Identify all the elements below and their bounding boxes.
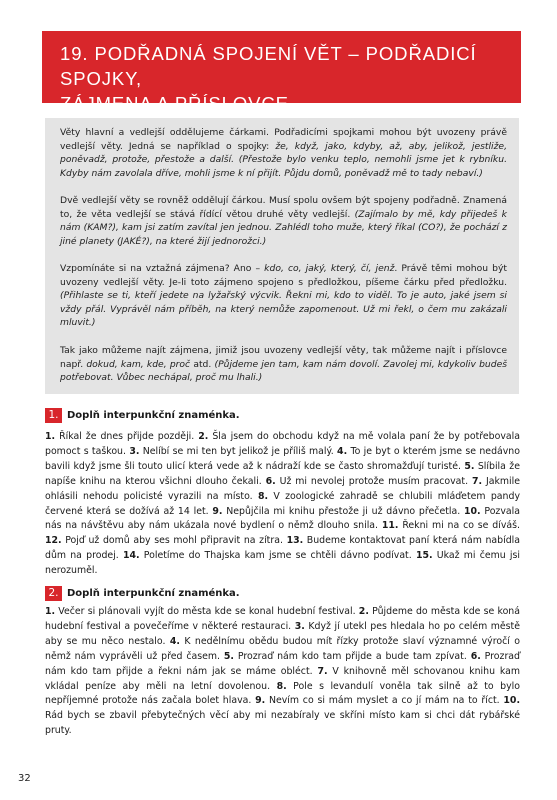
theory-paragraph-4: Tak jako můžeme najít zájmena, jimiž jsou uvozeny vedlejší věty, tak můžeme najít i příslovce např. dokud, kam, kde, proč atd. (Půjdeme jen tam, kam nám dovolí. Zavolej mi, kdykoliv budeš potřebovat. Vůbec nechápal, proč mu lhali.) <box>60 345 508 384</box>
sentence-number: 7. <box>471 475 483 487</box>
sentence-number: 3. <box>294 620 305 632</box>
sentence-text: Když jí utekl pes hledala ho po celém městě aby se mu něco nestalo. <box>45 620 521 647</box>
sentence-number: 13. <box>286 535 304 547</box>
sentence-number: 1. <box>45 606 56 617</box>
sentence-number: 4. <box>169 635 180 647</box>
sentence-number: 2. <box>358 606 369 617</box>
sentence-text: Řekni mi na co se díváš. <box>398 520 520 532</box>
sentence-text: Budeme kontaktovat paní která nám nabídla dům na prodej. <box>45 535 520 562</box>
sentence-text: K nedělnímu obědu budou mít řízky protože slaví významné výročí o němž nám vyprávěli už před časem. <box>45 635 520 662</box>
sentence-text: Slíbila že napíše knihu na kterou všichni dlouho čekali. <box>45 460 520 487</box>
theory-box <box>45 118 519 394</box>
sentence-number: 5. <box>223 650 234 662</box>
sentence-text: Prozraď nám kdo tam přijde a řekni nám jak se máme obléct. <box>45 650 521 677</box>
sentence-number: 5. <box>464 460 475 472</box>
sentence-text: Nevím co si mám myslet a co jí mám na to říct. <box>265 695 504 707</box>
sentence-number: 12. <box>45 535 62 547</box>
sentence-number: 6. <box>265 475 276 487</box>
sentence-text: Už mi nevolej protože musím pracovat. <box>275 475 472 487</box>
sentence-text: Nepůjčila mi knihu přestože ji už dávno přečetla. <box>222 505 464 517</box>
sentence-number: 3. <box>129 445 140 457</box>
sentence-text: Večer si plánovali vyjít do města kde se konal hudební festival. <box>55 606 359 617</box>
exercise-1-number-badge: 1. <box>45 408 62 423</box>
sentence-text: Šla jsem do obchodu když na mě volala paní že by potřebovala pomoct s taškou. <box>45 431 520 457</box>
sentence-text: Nelíbí se mi ten byt jelikož je příliš malý. <box>139 445 338 457</box>
sentence-number: 2. <box>198 431 209 442</box>
sentence-text: Pole s levandulí voněla tak silně až to bylo nepříjemné protože nás začala bolet hlava. <box>45 680 520 707</box>
sentence-text: Prozraď nám kdo tam přijde a bude tam zpívat. <box>233 650 471 662</box>
theory-paragraph-2: Dvě vedlejší věty se rovněž oddělují čárkou. Musí spolu ovšem být spojeny podřadně. Znamená to, že věta vedlejší se stává řídící větou druhé věty vedlejší. (Zajímalo by mě, kdy přijedeš k nám (KAM?), kam jsi zatím zavítal jen jednou. Zahlédl toho muže, který říkal (CO?), že pochází z jiné planety (JAKÉ?), na které žijí jednorožci.) <box>60 195 507 247</box>
sentence-number: 10. <box>503 695 521 707</box>
exercise-2-number-badge: 2. <box>45 586 62 601</box>
exercise-1-text <box>45 430 520 579</box>
sentence-text: Jakmile ohlásili nehodu policisté vyrazili na místo. <box>45 475 521 502</box>
sentence-text: Půjdeme do města kde se koná hudební festival a povečeříme v některé restauraci. <box>45 606 520 632</box>
sentence-text: V zoologické zahradě se chlubili mláďetem pandy červené která se dožívá až 14 let. <box>45 490 520 517</box>
sentence-number: 4. <box>337 445 348 457</box>
sentence-text: Poletíme do Thajska kam jsme se chtěli dávno podívat. <box>139 550 416 562</box>
sentence-text: Rád bych se zbavil přebytečných věcí aby mi nezabíraly ve skříni místo kam si chci dát rybářské pruty. <box>45 710 520 737</box>
sentence-text: Říkal že dnes přijde později. <box>55 431 199 442</box>
theory-paragraph-1: Věty hlavní a vedlejší oddělujeme čárkami. Podřadicími spojkami mohou být uvozeny právě vedlejší věty. Jedná se například o spojky: že, když, jako, kdyby, až, aby, jelikož, jestliže, poněvadž, protože, přestože a další. (Přestože bylo venku teplo, nemohli jsme jet k rybníku. Kdyby nám zavolala dříve, mohli jsme k ní přijít. Půjdu domů, poněvadž mě to tady nebaví.) <box>60 127 507 179</box>
sentence-number: 1. <box>45 431 56 442</box>
exercise-2-heading <box>45 585 240 601</box>
sentence-number: 14. <box>122 550 140 562</box>
sentence-text: Ukaž mi čemu jsi nerozuměl. <box>45 550 520 577</box>
chapter-title-line-2: ZÁJMENA A PŘÍSLOVCE <box>60 93 289 114</box>
chapter-title-line-1: 19. PODŘADNÁ SPOJENÍ VĚT – PODŘADICÍ SPOJKY, <box>60 43 477 89</box>
chapter-title <box>60 41 510 116</box>
sentence-number: 6. <box>470 650 481 662</box>
sentence-number: 15. <box>415 550 433 562</box>
sentence-number: 9. <box>212 505 223 517</box>
exercise-2-title: Doplň interpunkční znaménka. <box>67 587 240 599</box>
chapter-title-box <box>42 31 521 114</box>
theory-paragraph-3: Vzpomínáte si na vztažná zájmena? Ano – kdo, co, jaký, který, čí, jenž. Právě těmi mohou být uvozeny vedlejší věty. Je-li toto zájmeno spojeno s předložkou, píšeme čárku před předložku. (Přihlaste se ti, kteří jedete na lyžařský výcvik. Řekni mi, kdo to viděl. To je auto, jaké jsem si vždy přál. Vyprávěl nám příběh, na který nemůže zapomenout. Už mi řekl, o čem mu zakázali mluvit.) <box>60 263 507 329</box>
sentence-text: To je byt o kterém jsme se nedávno bavili když jsme šli touto ulicí která vede až k nádraží kde se často shromažďují turisté. <box>45 445 520 472</box>
sentence-number: 8. <box>276 680 287 692</box>
exercise-1-heading <box>45 407 240 423</box>
sentence-text: Pozvala nás na návštěvu aby nám ukázala nové bydlení o němž dlouho snila. <box>45 505 520 532</box>
sentence-number: 9. <box>255 695 266 707</box>
sentence-number: 8. <box>257 490 269 502</box>
exercise-1-title: Doplň interpunkční znaménka. <box>67 409 240 421</box>
sentence-number: 11. <box>381 520 399 532</box>
sentence-text: Pojď už domů aby ses mohl připravit na zítra. <box>61 535 287 547</box>
page-number: 32 <box>18 773 31 784</box>
sentence-number: 7. <box>317 665 328 677</box>
exercise-2-text <box>45 605 520 739</box>
sentence-number: 10. <box>464 505 481 517</box>
sentence-text: V knihovně měl schovanou knihu kam vkládal peníze aby měli na letní dovolenou. <box>45 665 520 692</box>
